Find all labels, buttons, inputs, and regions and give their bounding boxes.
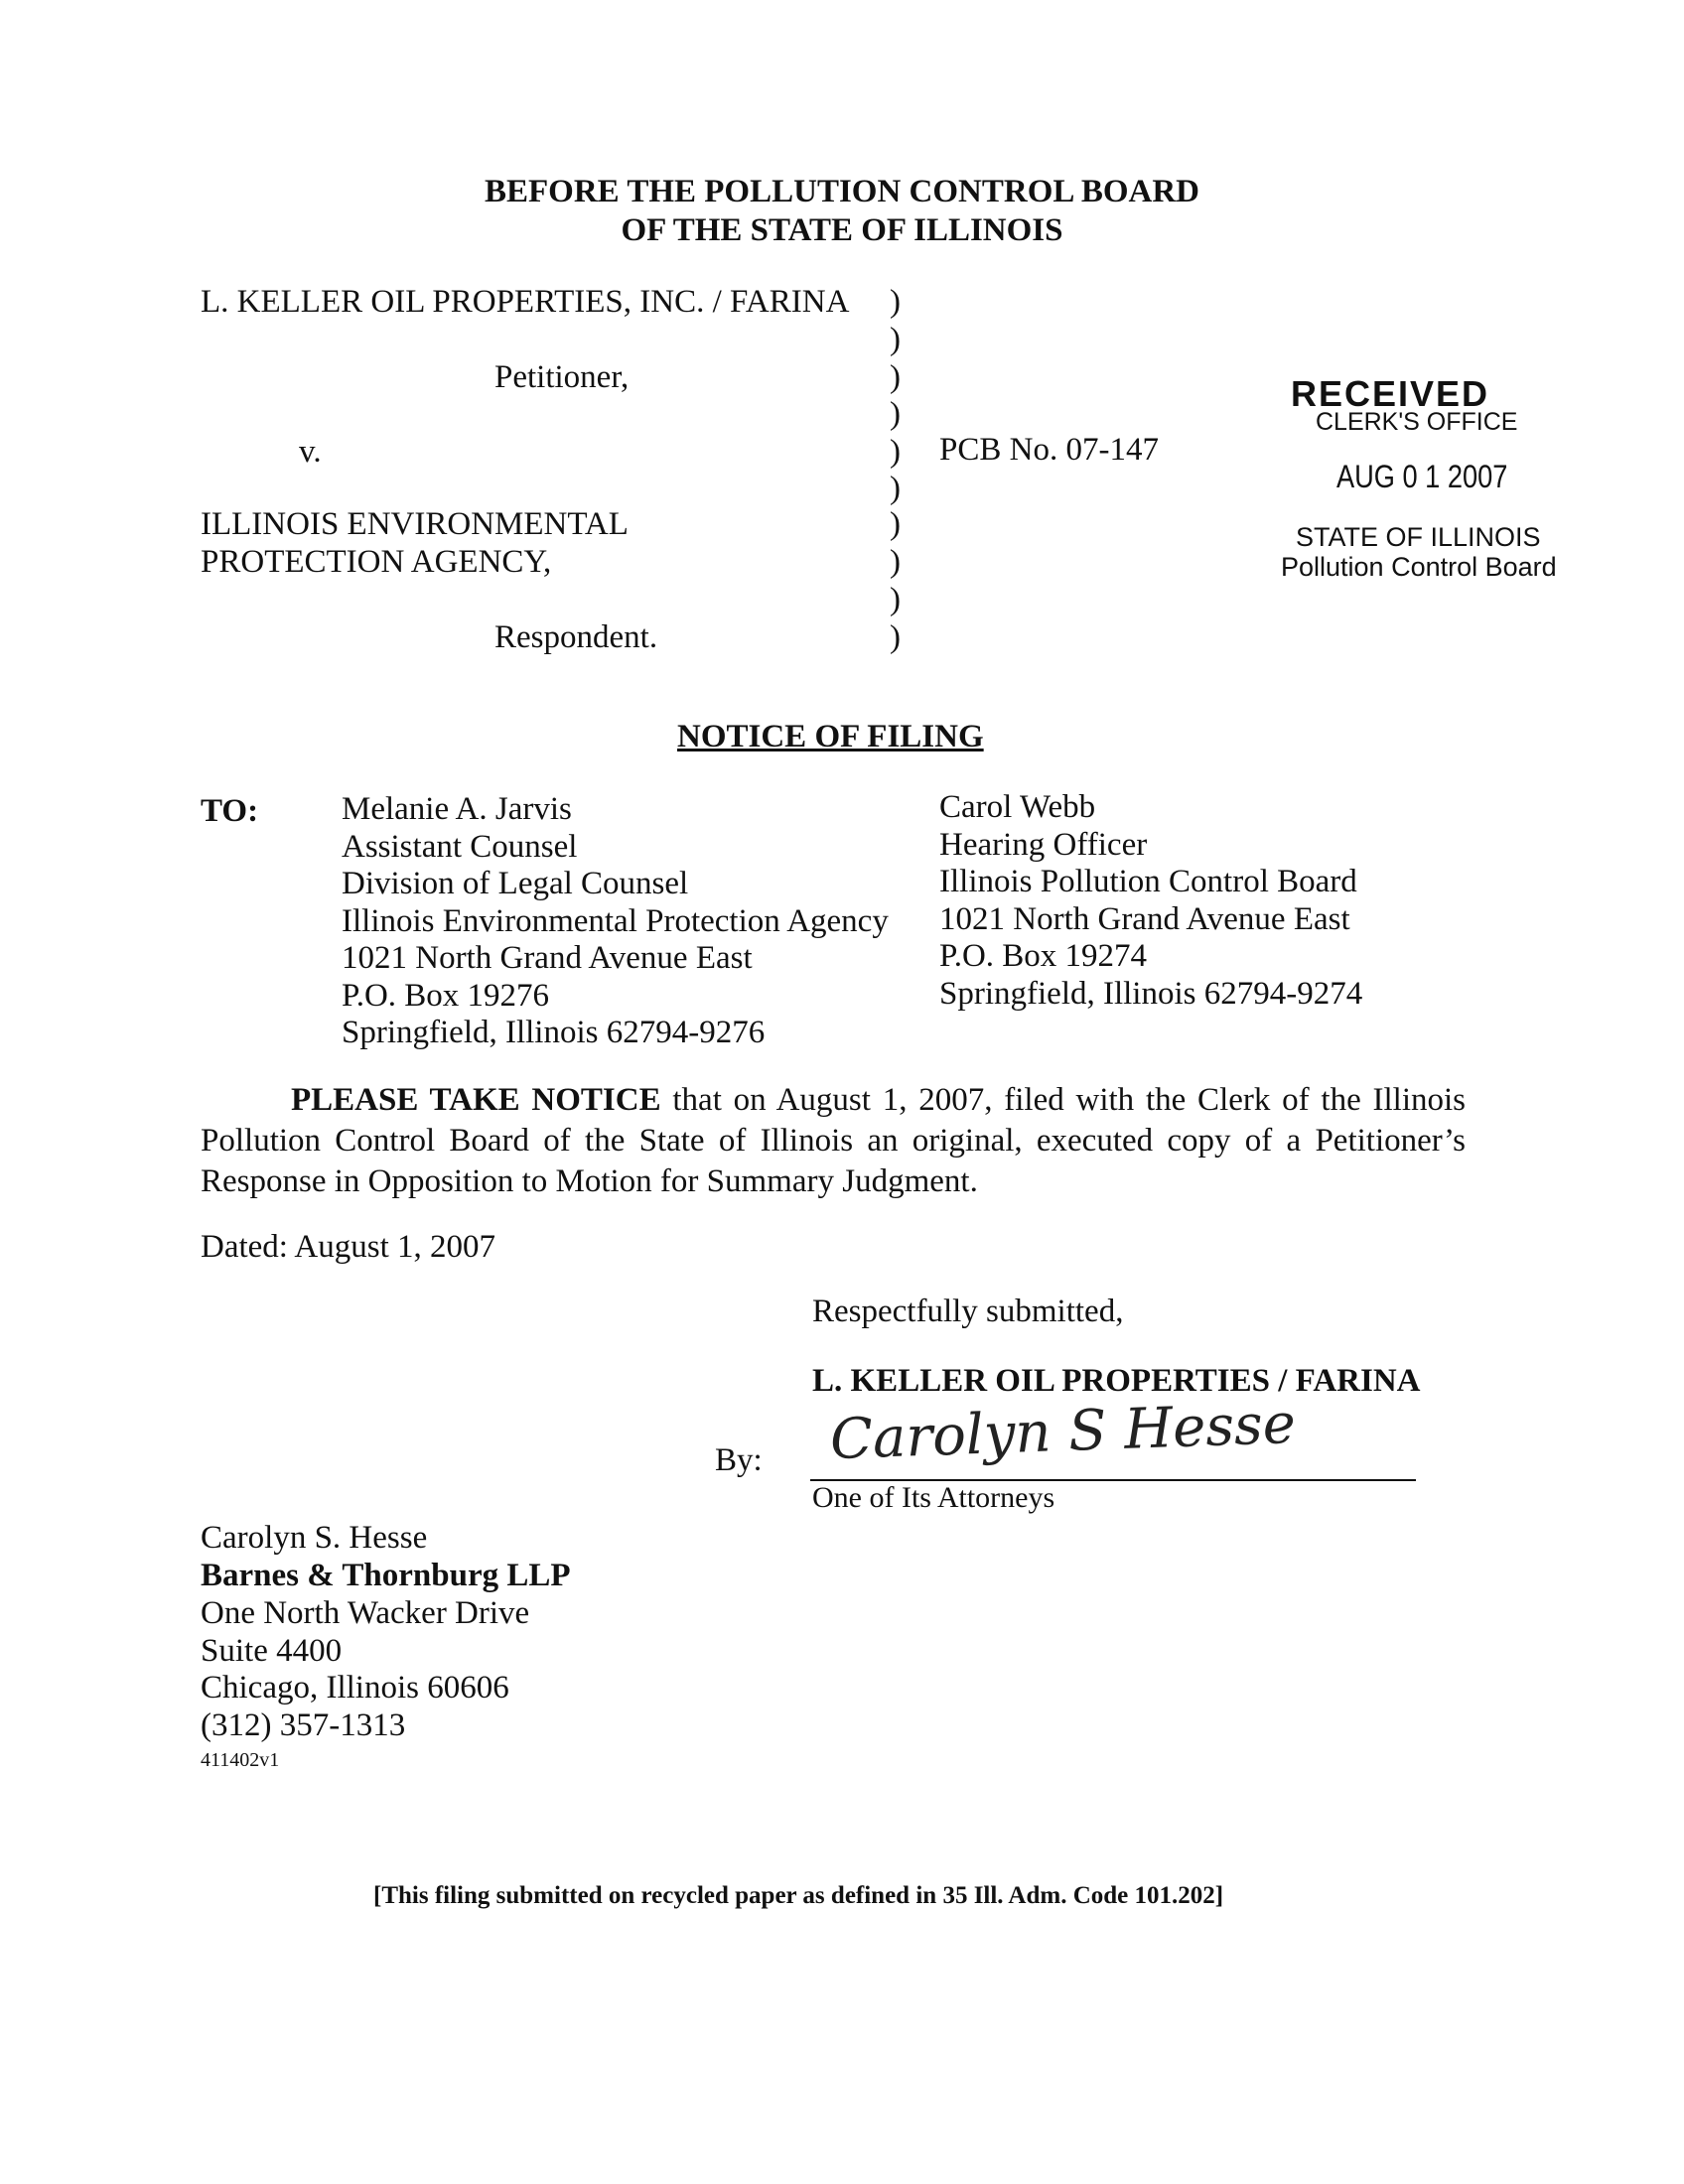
- address-line: 1021 North Grand Avenue East: [342, 940, 753, 976]
- law-firm: Barnes & Thornburg LLP: [201, 1558, 571, 1593]
- address-line: 1021 North Grand Avenue East: [939, 900, 1350, 937]
- paren: ): [890, 582, 901, 617]
- signature-title: One of Its Attorneys: [812, 1481, 1055, 1514]
- paren: ): [890, 434, 901, 470]
- paren: ): [890, 359, 901, 395]
- paren: ): [890, 396, 901, 432]
- by-label: By:: [715, 1442, 763, 1478]
- address-line: Melanie A. Jarvis: [342, 791, 572, 827]
- recipient-2-address: [939, 789, 1362, 1013]
- stamp-date: AUG 0 1 2007: [1336, 459, 1508, 494]
- dated-line: Dated: August 1, 2007: [201, 1229, 495, 1265]
- paren: ): [890, 544, 901, 580]
- firm-phone: (312) 357-1313: [201, 1707, 406, 1743]
- address-line: Illinois Pollution Control Board: [939, 864, 1357, 899]
- recipient-1-address: [342, 791, 889, 1052]
- paren: ): [890, 322, 901, 357]
- closing: Respectfully submitted,: [812, 1294, 1124, 1329]
- handwritten-signature: Carolyn S Hesse: [829, 1391, 1297, 1473]
- paren: ): [890, 471, 901, 506]
- address-line: P.O. Box 19276: [342, 977, 550, 1014]
- address-line: Division of Legal Counsel: [342, 866, 689, 901]
- header-line-1: BEFORE THE POLLUTION CONTROL BOARD: [484, 174, 1200, 209]
- stamp-received: RECEIVED: [1291, 373, 1490, 414]
- notice-lead: PLEASE TAKE NOTICE: [291, 1082, 661, 1118]
- signature-party: L. KELLER OIL PROPERTIES / FARINA: [812, 1363, 1421, 1399]
- address-line: Springfield, Illinois 62794-9274: [939, 975, 1363, 1012]
- notice-title: NOTICE OF FILING: [677, 719, 984, 754]
- notice-body: [201, 1080, 1466, 1202]
- firm-street: One North Wacker Drive: [201, 1595, 530, 1631]
- firm-suite: Suite 4400: [201, 1633, 343, 1669]
- paren: ): [890, 619, 901, 655]
- petitioner-name: L. KELLER OIL PROPERTIES, INC. / FARINA: [201, 284, 850, 320]
- case-number: PCB No. 07-147: [939, 432, 1159, 468]
- address-line: Carol Webb: [939, 789, 1096, 825]
- footer-note: [This filing submitted on recycled paper as defined in 35 Ill. Adm. Code 101.202]: [373, 1882, 1224, 1909]
- respondent-label: Respondent.: [494, 619, 658, 655]
- paren: ): [890, 284, 901, 320]
- notice-text: that on August 1, 2007, filed with the Clerk of the Illinois Pollution Control Board of the State of Illinois an original, executed copy of a Petitioner’s Response in Opposition to Motion for Summary Judgment.: [201, 1082, 1467, 1199]
- respondent-name-line-2: PROTECTION AGENCY,: [201, 544, 552, 580]
- respondent-name-line-1: ILLINOIS ENVIRONMENTAL: [201, 506, 629, 542]
- address-line: Illinois Environmental Protection Agency: [342, 902, 889, 939]
- address-line: Springfield, Illinois 62794-9276: [342, 1015, 766, 1050]
- stamp-office: CLERK'S OFFICE: [1316, 408, 1518, 436]
- firm-city: Chicago, Illinois 60606: [201, 1670, 509, 1706]
- header-line-2: OF THE STATE OF ILLINOIS: [621, 212, 1063, 248]
- document-id: 411402v1: [201, 1749, 280, 1771]
- address-line: Assistant Counsel: [342, 828, 578, 865]
- petitioner-label: Petitioner,: [494, 359, 630, 395]
- to-label: TO:: [201, 793, 259, 829]
- stamp-state: STATE OF ILLINOIS: [1296, 522, 1541, 552]
- attorney-name: Carolyn S. Hesse: [201, 1520, 428, 1556]
- stamp-board: Pollution Control Board: [1281, 552, 1557, 582]
- address-line: Hearing Officer: [939, 826, 1148, 863]
- paren: ): [890, 506, 901, 542]
- address-line: P.O. Box 19274: [939, 938, 1148, 974]
- versus: v.: [299, 434, 322, 470]
